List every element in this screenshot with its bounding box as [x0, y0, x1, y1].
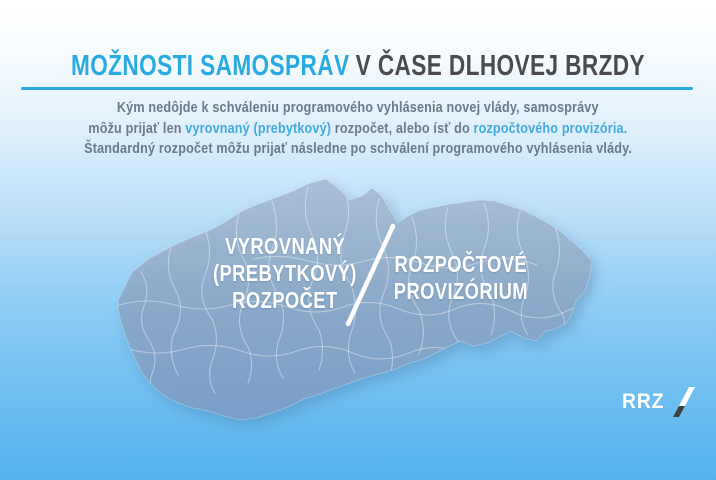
rrz-slash-icon	[672, 387, 698, 417]
label-balanced-budget: VYROVNANÝ (PREBYTKOVÝ) ROZPOČET	[213, 233, 357, 313]
intro-paragraph	[0, 98, 716, 160]
page-title-text	[71, 50, 645, 83]
intro-line-3: Štandardný rozpočet môžu prijať následne po schválení programového vyhlásenia vlády.	[84, 140, 632, 157]
intro-line2-highlight-provisional-budget: rozpočtového provizória.	[473, 119, 628, 137]
page-title	[0, 50, 716, 83]
intro-line-1: Kým nedôjde k schváleniu programového vyhlásenia novej vlády, samosprávy	[117, 99, 599, 116]
intro-line2-plain-a: môžu prijať len	[88, 119, 186, 137]
rrz-logo	[622, 387, 698, 417]
intro-line2-plain-b: rozpočet, alebo ísť do	[331, 119, 474, 137]
label-provisional-budget: ROZPOČTOVÉ PROVIZÓRIUM	[393, 251, 529, 304]
intro-line-2	[0, 119, 716, 140]
title-underline	[21, 87, 693, 90]
title-rest: V ČASE DLHOVEJ BRZDY	[355, 50, 646, 82]
title-highlight: MOŽNOSTI SAMOSPRÁV	[70, 50, 350, 82]
rrz-logo-text: RRZ	[622, 390, 665, 413]
intro-line2-highlight-balanced-budget: vyrovnaný (prebytkový)	[185, 119, 332, 137]
